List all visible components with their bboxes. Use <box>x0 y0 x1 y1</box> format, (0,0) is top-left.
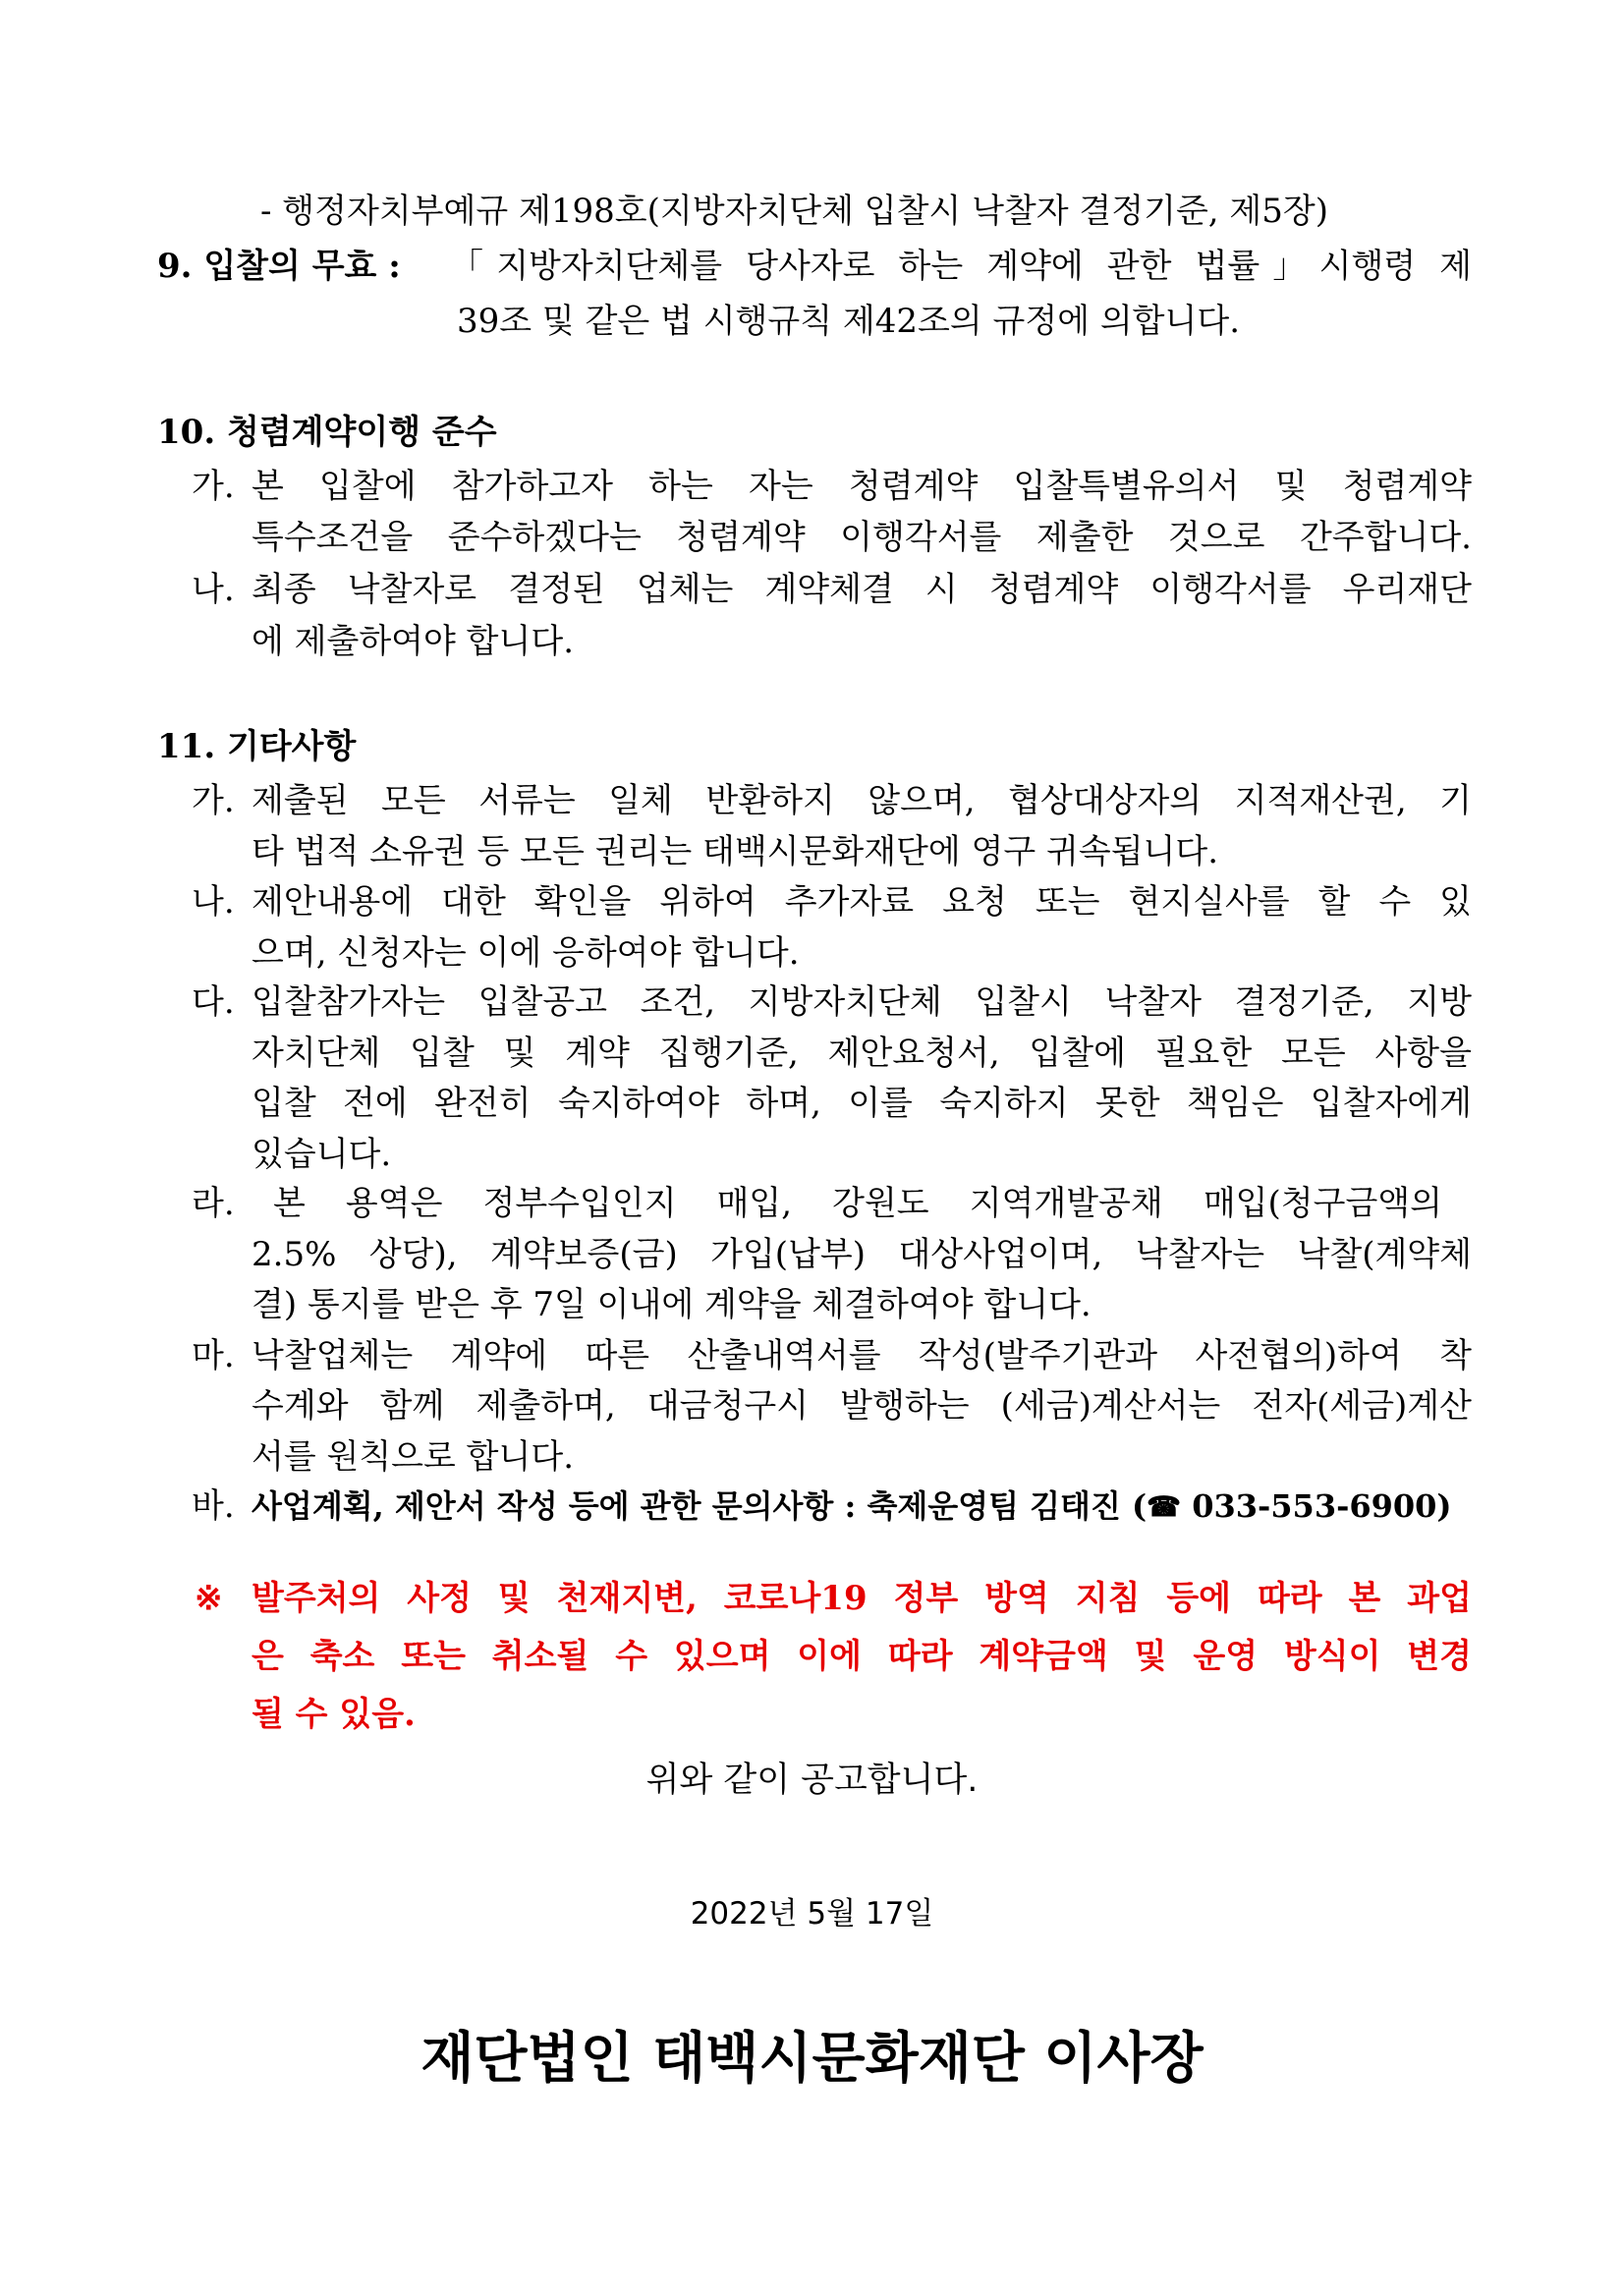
section-10-item-a-line-2: 특수조건을 준수하겠다는 청렴계약 이행각서를 제출한 것으로 간주합니다. <box>252 518 1472 557</box>
phone-number: 033-553-6900) <box>1192 1487 1452 1525</box>
notice-line-1: 발주처의 사정 및 천재지변, 코로나19 정부 방역 지침 등에 따라 본 과업 <box>252 1579 1472 1618</box>
section-10-item-a-line-1: 본 입찰에 참가하고자 하는 자는 청렴계약 입찰특별유의서 및 청렴계약 <box>252 467 1472 506</box>
section-11-item-c-line-1: 입찰참가자는 입찰공고 조건, 지방자치단체 입찰시 낙찰자 결정기준, 지방 <box>252 982 1472 1022</box>
section-11-item-e-line-3: 서를 원칙으로 합니다. <box>252 1437 575 1477</box>
section-11-item-b-marker: 나. <box>192 882 235 922</box>
section-10-item-b-line-1: 최종 낙찰자로 결정된 업체는 계약체결 시 청렴계약 이행각서를 우리재단 <box>252 570 1472 609</box>
section-11-item-d-marker: 라. <box>192 1184 235 1223</box>
section-9-line-1: 「지방자치단체를 당사자로 하는 계약에 관한 법률」시행령 제 <box>450 247 1472 286</box>
section-11-item-f-line <box>252 1484 1452 1529</box>
section-11-item-a-marker: 가. <box>192 781 235 820</box>
section-11-item-a-line-1: 제출된 모든 서류는 일체 반환하지 않으며, 협상대상자의 지적재산권, 기 <box>252 781 1472 820</box>
section-9-label: 9. 입찰의 무효 : <box>157 247 401 286</box>
section-11-item-b-line-2: 으며, 신청자는 이에 응하여야 합니다. <box>252 933 800 973</box>
inquiry-text: 사업계획, 제안서 작성 등에 관한 문의사항 : 축제운영팀 김태진 ( <box>252 1487 1148 1525</box>
notice-line-3: 될 수 있음. <box>252 1695 416 1734</box>
section-11-item-d-line-1: 본 용역은 정부수입인지 매입, 강원도 지역개발공채 매입(청구금액의 <box>273 1184 1442 1223</box>
announcement-date: 2022년 5월 17일 <box>690 1896 934 1932</box>
announcement-text: 위와 같이 공고합니다. <box>645 1761 979 1800</box>
section-11-item-d-line-2: 2.5% 상당), 계약보증(금) 가입(납부) 대상사업이며, 낙찰자는 낙찰(계약체 <box>252 1235 1472 1274</box>
section-11-item-e-line-1: 낙찰업체는 계약에 따른 산출내역서를 작성(발주기관과 사전협의)하여 착 <box>252 1336 1472 1375</box>
section-11-item-c-line-2: 자치단체 입찰 및 계약 집행기준, 제안요청서, 입찰에 필요한 모든 사항을 <box>252 1034 1472 1073</box>
section-11-item-c-line-4: 있습니다. <box>252 1135 392 1174</box>
section-10-title: 10. 청렴계약이행 준수 <box>157 413 497 452</box>
section-11-item-c-line-3: 입찰 전에 완전히 숙지하여야 하며, 이를 숙지하지 못한 책임은 입찰자에게 <box>252 1084 1472 1123</box>
section-10-item-a-marker: 가. <box>192 467 235 506</box>
section-11-item-e-marker: 마. <box>192 1336 235 1375</box>
section-11-item-e-line-2: 수계와 함께 제출하며, 대금청구시 발행하는 (세금)계산서는 전자(세금)계산 <box>252 1386 1472 1426</box>
section-11-title: 11. 기타사항 <box>157 727 357 766</box>
section-11-item-b-line-1: 제안내용에 대한 확인을 위하여 추가자료 요청 또는 현지실사를 할 수 있 <box>252 882 1472 922</box>
issuer-signature: 재단법인 태백시문화재단 이사장 <box>420 2027 1204 2091</box>
section-11-item-f-marker: 바. <box>192 1486 235 1526</box>
telephone-icon: ☎ <box>1147 1490 1182 1523</box>
reference-line: - 행정자치부예규 제198호(지방자치단체 입찰시 낙찰자 결정기준, 제5장) <box>260 192 1328 231</box>
section-10-item-b-line-2: 에 제출하여야 합니다. <box>252 622 575 661</box>
section-11-item-d-line-3: 결) 통지를 받은 후 7일 이내에 계약을 체결하여야 합니다. <box>252 1285 1092 1324</box>
section-10-item-b-marker: 나. <box>192 570 235 609</box>
section-9-line-2: 39조 및 같은 법 시행규칙 제42조의 규정에 의합니다. <box>457 302 1241 341</box>
notice-marker: ※ <box>195 1579 223 1618</box>
section-11-item-c-marker: 다. <box>192 982 235 1022</box>
section-11-item-a-line-2: 타 법적 소유권 등 모든 권리는 태백시문화재단에 영구 귀속됩니다. <box>252 832 1219 871</box>
notice-line-2: 은 축소 또는 취소될 수 있으며 이에 따라 계약금액 및 운영 방식이 변경 <box>252 1637 1472 1676</box>
